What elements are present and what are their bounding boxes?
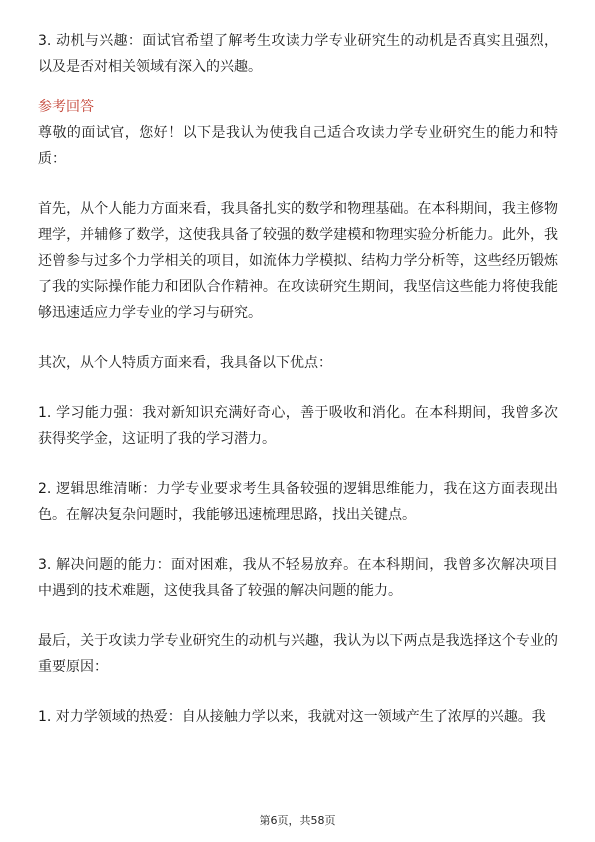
page-number: 第6页，共58页 <box>259 814 336 827</box>
list-item-learning: 1. 学习能力强：我对新知识充满好奇心，善于吸收和消化。在本科期间，我曾多次获得奖学金，这证明了我的学习潜力。 <box>38 405 558 447</box>
greeting-paragraph: 尊敬的面试官，您好！以下是我认为使我自己适合攻读力学专业研究生的能力和特质： <box>38 125 558 167</box>
answer-heading: 参考回答 <box>38 99 94 115</box>
last-paragraph: 最后，关于攻读力学专业研究生的动机与兴趣，我认为以下两点是我选择这个专业的重要原因： <box>38 633 558 675</box>
document-page <box>38 28 558 730</box>
motive-item: 1. 对力学领域的热爱：自从接触力学以来，我就对这一领域产生了浓厚的兴趣。我 <box>38 709 546 725</box>
list-item-logic: 2. 逻辑思维清晰：力学专业要求考生具备较强的逻辑思维能力，我在这方面表现出色。在解决复杂问题时，我能够迅速梳理思路，找出关键点。 <box>38 481 558 523</box>
second-paragraph: 其次，从个人特质方面来看，我具备以下优点： <box>38 355 332 371</box>
list-item-problem-solving: 3. 解决问题的能力：面对困难，我从不轻易放弃。在本科期间，我曾多次解决项目中遇到的技术难题，这使我具备了较强的解决问题的能力。 <box>38 557 558 599</box>
intro-item: 3. 动机与兴趣：面试官希望了解考生攻读力学专业研究生的动机是否真实且强烈，以及是否对相关领域有深入的兴趣。 <box>38 33 558 75</box>
first-paragraph: 首先，从个人能力方面来看，我具备扎实的数学和物理基础。在本科期间，我主修物理学，并辅修了数学，这使我具备了较强的数学建模和物理实验分析能力。此外，我还曾参与过多个力学相关的项目，如流体力学模拟、结构力学分析等，这些经历锻炼了我的实际操作能力和团队合作精神。在攻读研究生期间，我坚信这些能力将使我能够迅速适应力学专业的学习与研究。 <box>38 201 558 321</box>
